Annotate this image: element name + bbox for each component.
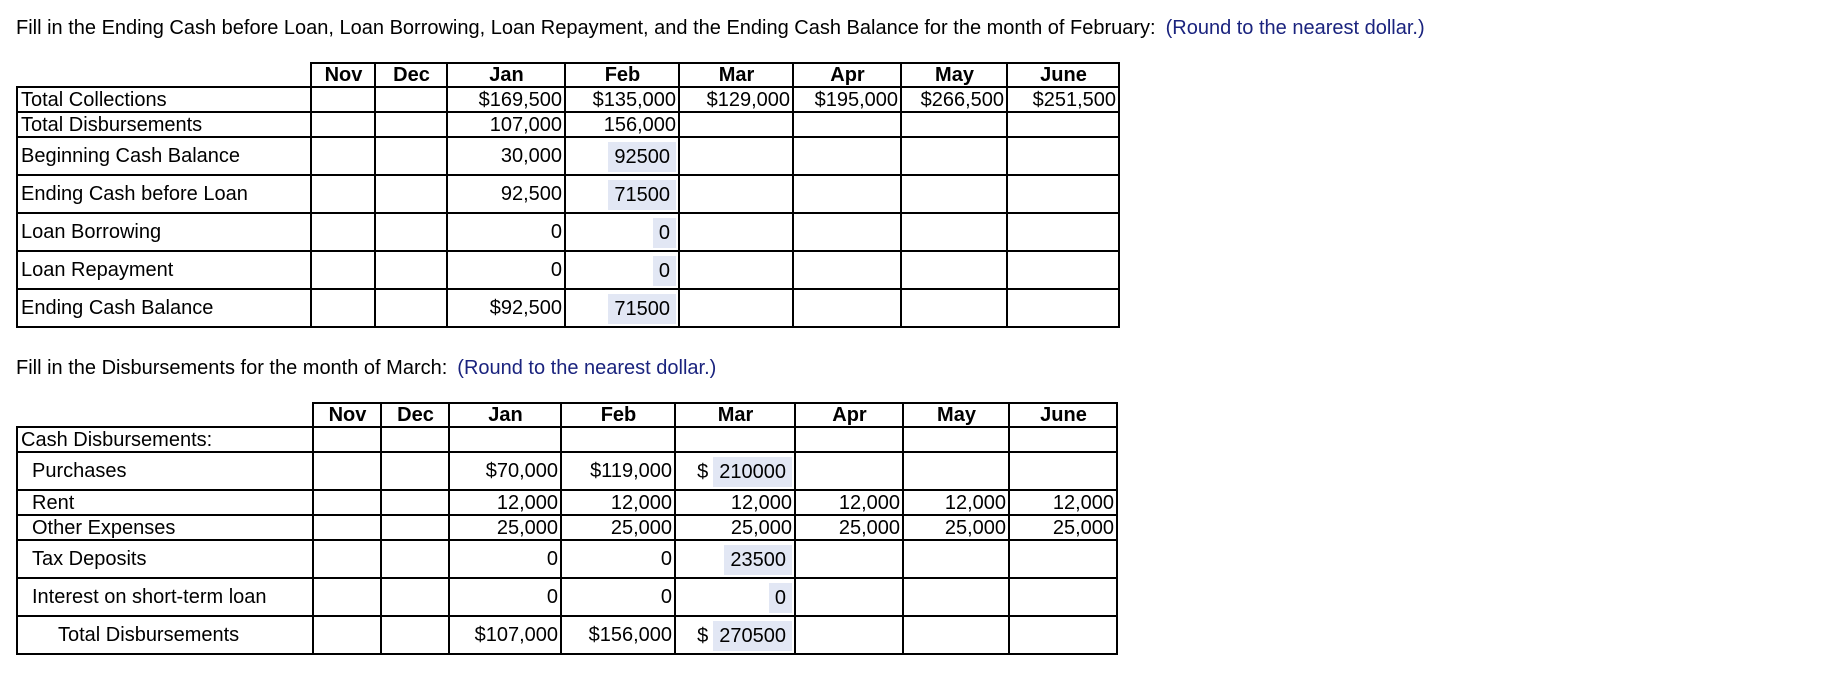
cell	[901, 213, 1007, 251]
cell	[381, 490, 449, 515]
cell	[1009, 427, 1117, 452]
march-instruction	[16, 356, 716, 380]
month-header: Nov	[313, 403, 381, 427]
month-header: June	[1007, 63, 1119, 87]
cell	[793, 137, 901, 175]
cell	[1007, 213, 1119, 251]
month-header: Feb	[561, 403, 675, 427]
month-header: Mar	[679, 63, 793, 87]
row-label: Ending Cash before Loan	[17, 175, 311, 213]
cell	[903, 427, 1009, 452]
mar-total-disbursements-input[interactable]: 270500	[712, 621, 792, 651]
cell	[375, 112, 447, 137]
mar-tax-deposits-input[interactable]: 23500	[723, 545, 792, 575]
cell	[793, 289, 901, 327]
cell: 0	[561, 578, 675, 616]
cell: $195,000	[793, 87, 901, 112]
cell	[679, 175, 793, 213]
cell	[313, 427, 381, 452]
month-header: May	[903, 403, 1009, 427]
cell	[375, 175, 447, 213]
cell	[903, 616, 1009, 654]
cell: $266,500	[901, 87, 1007, 112]
cell	[311, 251, 375, 289]
row-label: Loan Borrowing	[17, 213, 311, 251]
cell	[311, 87, 375, 112]
cell	[903, 452, 1009, 490]
cell	[795, 452, 903, 490]
month-header: Mar	[675, 403, 795, 427]
cell: 25,000	[795, 515, 903, 540]
table-row	[17, 452, 1117, 490]
cell: 12,000	[449, 490, 561, 515]
header-blank	[17, 403, 313, 427]
row-label: Interest on short-term loan	[17, 578, 313, 616]
cell	[1009, 452, 1117, 490]
table-row	[17, 490, 1117, 515]
row-label: Beginning Cash Balance	[17, 137, 311, 175]
row-label: Tax Deposits	[17, 540, 313, 578]
feb-loan-borrowing-input[interactable]: 0	[652, 218, 676, 248]
cell: 25,000	[675, 515, 795, 540]
cell: $129,000	[679, 87, 793, 112]
cell	[675, 616, 795, 654]
cell	[381, 515, 449, 540]
cell: $92,500	[447, 289, 565, 327]
cell	[793, 175, 901, 213]
table-row	[17, 616, 1117, 654]
table-row	[17, 251, 1119, 289]
table-row	[17, 540, 1117, 578]
cell	[1009, 578, 1117, 616]
cell: 12,000	[561, 490, 675, 515]
table-row	[17, 213, 1119, 251]
cell	[793, 213, 901, 251]
cell: 25,000	[1009, 515, 1117, 540]
section-label: Cash Disbursements:	[17, 427, 313, 452]
table-row	[17, 175, 1119, 213]
cell	[565, 251, 679, 289]
row-label: Rent	[17, 490, 313, 515]
cell	[381, 616, 449, 654]
month-header-row	[17, 403, 1117, 427]
cell	[675, 452, 795, 490]
cell	[679, 112, 793, 137]
cell	[1007, 175, 1119, 213]
month-header-row	[17, 63, 1119, 87]
cell: 156,000	[565, 112, 679, 137]
month-header: Jan	[447, 63, 565, 87]
cell	[313, 540, 381, 578]
cell	[449, 427, 561, 452]
cell	[565, 213, 679, 251]
cell: $107,000	[449, 616, 561, 654]
cell	[381, 540, 449, 578]
cell: 25,000	[903, 515, 1009, 540]
month-header: Dec	[375, 63, 447, 87]
cell	[901, 175, 1007, 213]
cell: $135,000	[565, 87, 679, 112]
table-row	[17, 87, 1119, 112]
cell	[901, 289, 1007, 327]
month-header: Jan	[449, 403, 561, 427]
cell	[311, 112, 375, 137]
cell: 0	[447, 213, 565, 251]
cell	[675, 427, 795, 452]
table-row	[17, 578, 1117, 616]
row-label: Total Disbursements	[17, 616, 313, 654]
cell: 12,000	[795, 490, 903, 515]
cell: 12,000	[675, 490, 795, 515]
month-header: Apr	[795, 403, 903, 427]
cell	[675, 540, 795, 578]
disbursements-table	[16, 402, 1118, 655]
cell	[901, 251, 1007, 289]
cell: 0	[449, 540, 561, 578]
cell	[375, 87, 447, 112]
cell	[679, 289, 793, 327]
table-row	[17, 289, 1119, 327]
cash-budget-table	[16, 62, 1120, 328]
cell: 107,000	[447, 112, 565, 137]
feb-ending-cash-input[interactable]: 71500	[607, 294, 676, 324]
cell	[381, 427, 449, 452]
feb-beginning-cash-input[interactable]: 92500	[607, 142, 676, 172]
cell	[1007, 112, 1119, 137]
month-header: June	[1009, 403, 1117, 427]
cell: 30,000	[447, 137, 565, 175]
cell	[313, 515, 381, 540]
dollar-sign: $	[697, 625, 709, 647]
table-row	[17, 515, 1117, 540]
feb-ending-before-loan-input[interactable]: 71500	[607, 180, 676, 210]
cell	[313, 452, 381, 490]
cell	[381, 578, 449, 616]
cell	[565, 289, 679, 327]
cell	[313, 616, 381, 654]
cell	[679, 251, 793, 289]
row-label: Ending Cash Balance	[17, 289, 311, 327]
mar-purchases-input[interactable]: 210000	[712, 457, 792, 487]
cell	[311, 175, 375, 213]
cell: 12,000	[903, 490, 1009, 515]
cell	[1009, 616, 1117, 654]
month-header: Nov	[311, 63, 375, 87]
cell: 12,000	[1009, 490, 1117, 515]
february-instruction	[16, 16, 1425, 40]
feb-loan-repayment-input[interactable]: 0	[652, 256, 676, 286]
table-row	[17, 137, 1119, 175]
month-header: Feb	[565, 63, 679, 87]
table-row	[17, 112, 1119, 137]
cell	[795, 427, 903, 452]
cell	[793, 112, 901, 137]
cell	[795, 616, 903, 654]
cell	[1009, 540, 1117, 578]
row-label: Loan Repayment	[17, 251, 311, 289]
cell	[565, 175, 679, 213]
cell	[561, 427, 675, 452]
cell	[679, 137, 793, 175]
row-label: Other Expenses	[17, 515, 313, 540]
cell	[375, 289, 447, 327]
cell: 0	[449, 578, 561, 616]
cell: $169,500	[447, 87, 565, 112]
cell: 92,500	[447, 175, 565, 213]
table-row	[17, 427, 1117, 452]
cell	[901, 112, 1007, 137]
cell: 25,000	[561, 515, 675, 540]
cell	[795, 540, 903, 578]
cell	[675, 578, 795, 616]
cell: $119,000	[561, 452, 675, 490]
cell	[375, 213, 447, 251]
cell	[795, 578, 903, 616]
cell	[313, 490, 381, 515]
cell	[381, 452, 449, 490]
cell	[375, 251, 447, 289]
cell	[313, 578, 381, 616]
month-header: May	[901, 63, 1007, 87]
cell	[1007, 289, 1119, 327]
dollar-sign: $	[697, 461, 709, 483]
cell: $156,000	[561, 616, 675, 654]
cell	[565, 137, 679, 175]
cell	[1007, 137, 1119, 175]
cell: $251,500	[1007, 87, 1119, 112]
cell	[375, 137, 447, 175]
cell: 0	[447, 251, 565, 289]
cell: 0	[561, 540, 675, 578]
february-instruction-text: Fill in the Ending Cash before Loan, Loan Borrowing, Loan Repayment, and the Ending Cash Balance for the month of February:	[16, 17, 1156, 39]
mar-interest-input[interactable]: 0	[768, 583, 792, 613]
month-header: Apr	[793, 63, 901, 87]
cell	[903, 540, 1009, 578]
month-header: Dec	[381, 403, 449, 427]
cell	[311, 137, 375, 175]
row-label: Total Disbursements	[17, 112, 311, 137]
cell	[903, 578, 1009, 616]
cell	[901, 137, 1007, 175]
february-round-hint: (Round to the nearest dollar.)	[1165, 17, 1425, 39]
cell	[311, 213, 375, 251]
row-label: Total Collections	[17, 87, 311, 112]
cell	[311, 289, 375, 327]
row-label: Purchases	[17, 452, 313, 490]
march-round-hint: (Round to the nearest dollar.)	[457, 357, 717, 379]
cell	[1007, 251, 1119, 289]
cell	[679, 213, 793, 251]
cell: 25,000	[449, 515, 561, 540]
cell: $70,000	[449, 452, 561, 490]
cell	[793, 251, 901, 289]
march-instruction-text: Fill in the Disbursements for the month of March:	[16, 357, 448, 379]
header-blank	[17, 63, 311, 87]
